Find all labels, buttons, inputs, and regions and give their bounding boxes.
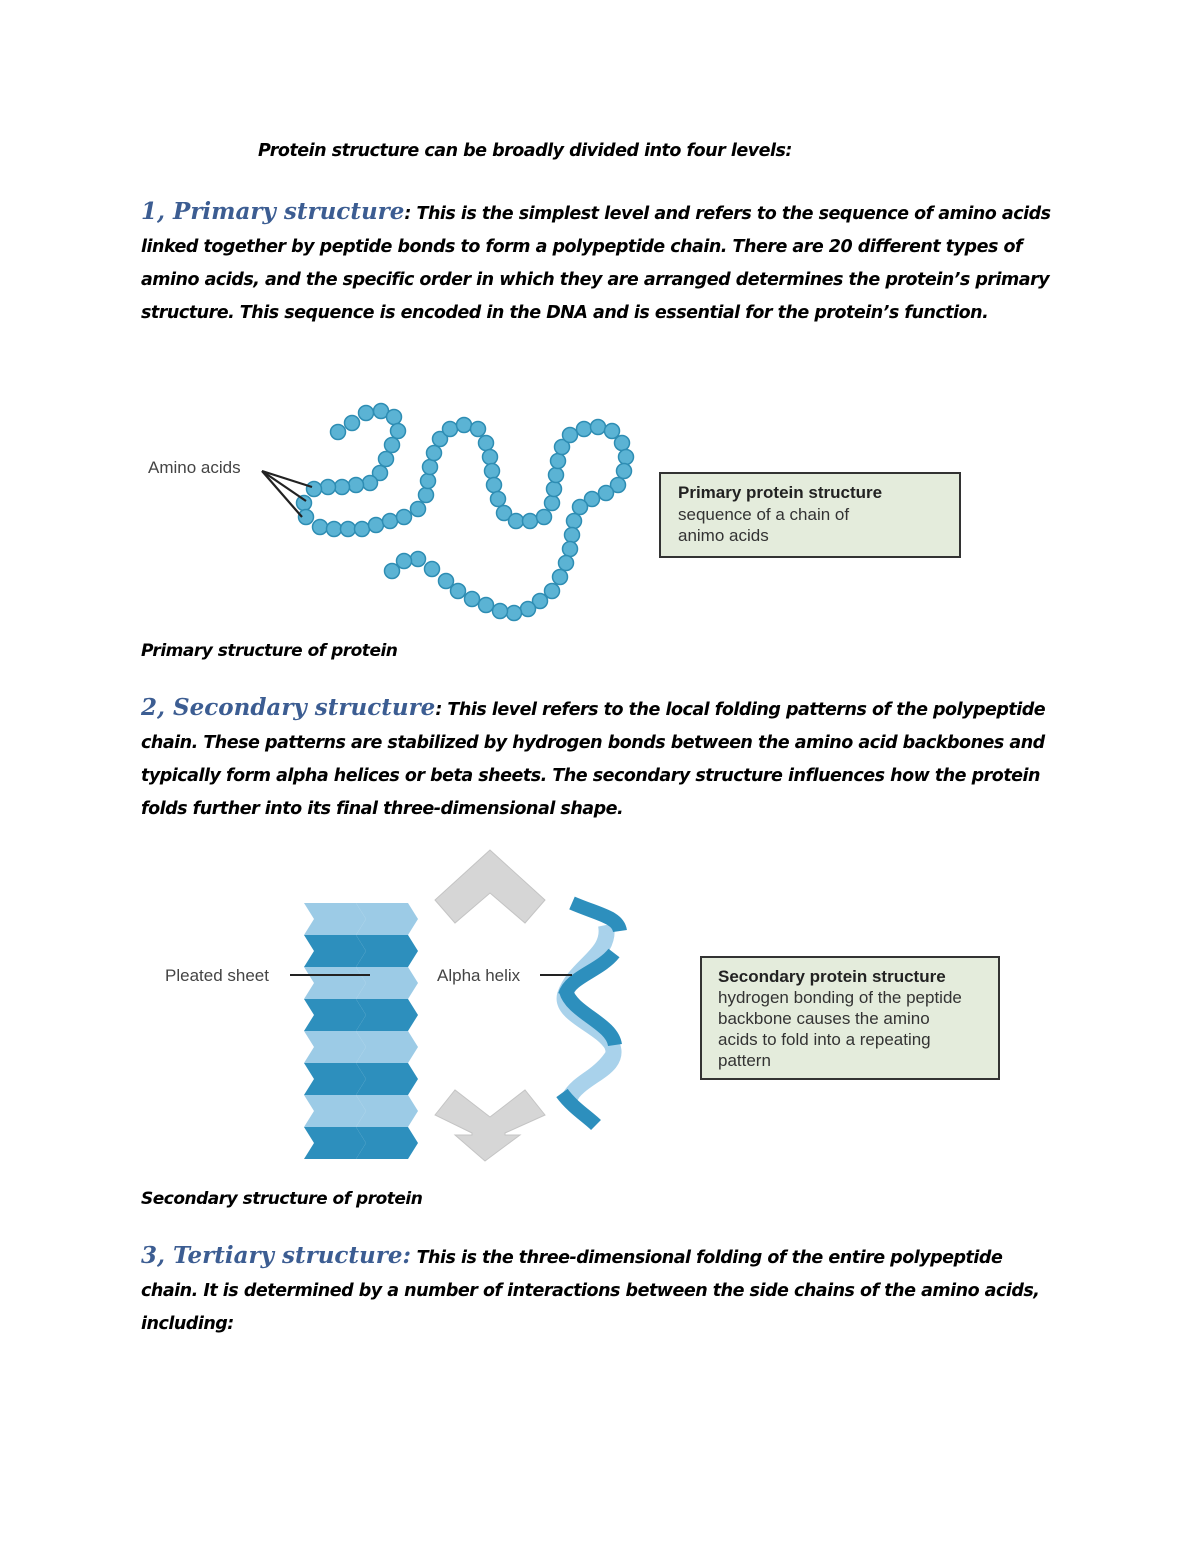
amino-acid-bead	[313, 520, 328, 535]
amino-acid-bead	[507, 606, 522, 621]
amino-acid-bead	[355, 522, 370, 537]
amino-acid-bead	[547, 482, 562, 497]
pleated-sheet	[304, 903, 418, 1159]
secondary-structure-figure	[0, 845, 1200, 1170]
amino-acid-bead	[563, 428, 578, 443]
amino-acid-bead	[567, 514, 582, 529]
sheet-chevron	[304, 967, 366, 999]
amino-acid-bead	[465, 592, 480, 607]
amino-acid-bead	[523, 514, 538, 529]
amino-acid-bead	[385, 564, 400, 579]
amino-acid-bead	[443, 422, 458, 437]
amino-acid-bead	[559, 556, 574, 571]
amino-acid-bead	[485, 464, 500, 479]
amino-acid-bead	[363, 476, 378, 491]
section-body: : This is the simplest level and refers to the sequence of amino acids linked together by peptide bonds to form a polypeptide chain. There are 20 different types of amino acids, and the specific order in which they are arranged determines the protein’s primary structure. This sequence is encoded in the DNA and is essential for the protein’s function.	[141, 204, 1051, 323]
primary-structure-figure	[0, 395, 1200, 635]
amino-acid-bead	[521, 602, 536, 617]
amino-acid-bead	[615, 436, 630, 451]
amino-acid-bead	[419, 488, 434, 503]
amino-acid-bead	[577, 422, 592, 437]
sheet-chevron	[304, 999, 366, 1031]
amino-acid-bead	[617, 464, 632, 479]
amino-acid-bead	[349, 478, 364, 493]
amino-acid-bead	[379, 452, 394, 467]
amino-acid-bead	[321, 480, 336, 495]
section-body: This is the three-dimensional folding of the entire polypeptide chain. It is determined by a number of interactions between the side chains of the amino acids, including:	[141, 1248, 1040, 1334]
sheet-chevron	[304, 1031, 366, 1063]
amino-acid-bead	[369, 518, 384, 533]
amino-acid-bead	[425, 562, 440, 577]
amino-acid-bead	[563, 542, 578, 557]
primary-box-title: Primary protein structure	[678, 483, 883, 502]
amino-acid-bead	[491, 492, 506, 507]
amino-acid-bead	[545, 496, 560, 511]
secondary-box-line: acids to fold into a repeating	[718, 1030, 931, 1049]
amino-acid-bead	[387, 410, 402, 425]
amino-acid-bead	[397, 510, 412, 525]
amino-acid-bead	[383, 514, 398, 529]
amino-acid-bead	[411, 552, 426, 567]
section-heading: 2, Secondary structure	[141, 694, 436, 721]
primary-box-line: animo acids	[678, 526, 769, 545]
amino-acid-bead	[307, 482, 322, 497]
alpha-helix	[562, 903, 620, 1125]
amino-acid-bead	[479, 436, 494, 451]
amino-acid-bead	[331, 425, 346, 440]
amino-acid-bead	[385, 438, 400, 453]
amino-acid-bead	[411, 502, 426, 517]
amino-acid-bead	[553, 570, 568, 585]
secondary-box-line: hydrogen bonding of the peptide	[718, 988, 962, 1007]
section-heading: 1, Primary structure	[141, 198, 405, 225]
section-secondary	[141, 691, 1061, 826]
amino-acids-label: Amino acids	[148, 458, 241, 477]
secondary-box-title: Secondary protein structure	[718, 967, 946, 986]
amino-acid-bead	[537, 510, 552, 525]
amino-acid-bead	[509, 514, 524, 529]
top-arrow	[435, 850, 545, 923]
section-tertiary	[141, 1239, 1061, 1341]
amino-acid-bead	[605, 424, 620, 439]
amino-acid-bead	[565, 528, 580, 543]
amino-acid-bead	[591, 420, 606, 435]
amino-acid-bead	[479, 598, 494, 613]
amino-acid-bead	[471, 422, 486, 437]
amino-acid-bead	[599, 486, 614, 501]
amino-acid-bead	[451, 584, 466, 599]
amino-acid-bead	[483, 450, 498, 465]
amino-acid-chain	[297, 404, 634, 621]
sheet-chevron	[304, 903, 366, 935]
amino-acid-bead	[423, 460, 438, 475]
intro-text: Protein structure can be broadly divided into four levels:	[258, 141, 792, 161]
amino-acid-bead	[545, 584, 560, 599]
amino-acid-bead	[619, 450, 634, 465]
amino-acid-bead	[493, 604, 508, 619]
sheet-chevron	[304, 1127, 366, 1159]
section-body: : This level refers to the local folding patterns of the polypeptide chain. These patterns are stabilized by hydrogen bonds between the amino acid backbones and typically form alpha helices or beta sheets. The secondary structure influences how the protein folds further into its final three-dimensional shape.	[141, 700, 1046, 819]
amino-acid-bead	[327, 522, 342, 537]
figure2-caption: Secondary structure of protein	[141, 1189, 423, 1209]
amino-acid-bead	[457, 418, 472, 433]
sheet-chevron	[304, 1063, 366, 1095]
amino-acid-bead	[397, 554, 412, 569]
amino-acid-bead	[359, 406, 374, 421]
amino-acid-bead	[427, 446, 442, 461]
amino-acid-bead	[345, 416, 360, 431]
amino-acid-bead	[391, 424, 406, 439]
sheet-chevron	[304, 935, 366, 967]
amino-acid-bead	[551, 454, 566, 469]
alpha-helix-label: Alpha helix	[437, 966, 521, 985]
figure1-caption: Primary structure of protein	[141, 641, 398, 661]
amino-acid-bead	[341, 522, 356, 537]
amino-acid-bead	[439, 574, 454, 589]
amino-acid-bead	[297, 496, 312, 511]
secondary-box-line: backbone causes the amino	[718, 1009, 930, 1028]
secondary-box-line: pattern	[718, 1051, 771, 1070]
amino-acid-bead	[549, 468, 564, 483]
amino-acid-bead	[487, 478, 502, 493]
bottom-arrow	[435, 1090, 545, 1161]
pleated-sheet-label: Pleated sheet	[165, 966, 269, 985]
amino-acid-bead	[421, 474, 436, 489]
sheet-chevron	[304, 1095, 366, 1127]
amino-acid-bead	[573, 500, 588, 515]
section-heading: 3, Tertiary structure:	[141, 1242, 412, 1269]
amino-acid-bead	[335, 480, 350, 495]
primary-box-line: sequence of a chain of	[678, 505, 850, 524]
section-primary	[141, 195, 1061, 330]
